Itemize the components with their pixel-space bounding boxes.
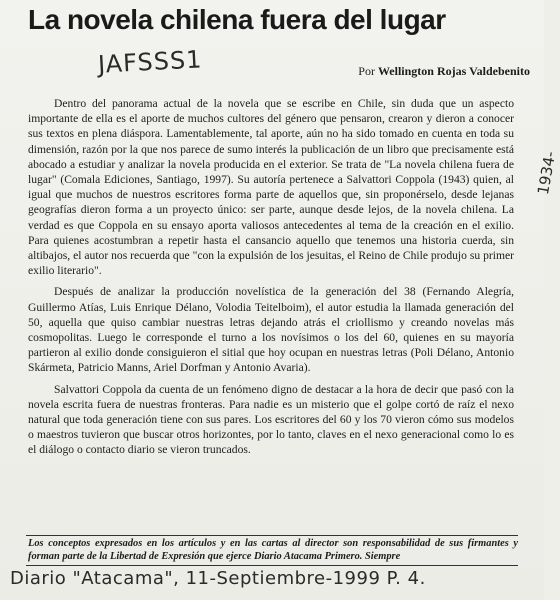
handwritten-catalog-id: JAFSSS1 bbox=[97, 45, 204, 79]
author-name: Wellington Rojas Valdebenito bbox=[377, 64, 530, 78]
handwritten-year: 1934- bbox=[534, 150, 560, 197]
article-title: La novela chilena fuera del lugar bbox=[28, 4, 446, 35]
disclaimer-footer: Los conceptos expresados en los artículos y en las cartas al director son responsabilidad de sus firmantes y forman parte de la Libertad de Expresión que ejerce Diario Atacama Primero. Siempre bbox=[28, 538, 518, 562]
paragraph-2: Después de analizar la producción novelística de la generación del 38 (Fernando Alegría, Guillermo Atías, Luis Enrique Délano, Volodia Teitelboim), el autor estudia la llamada generación del 50, aquella que quiso cambiar nuestras letras dejando atrás el criollismo y creando novelas más cosmopolitas. Luego le corresponde el turno a los novísimos o los del 60, quienes en su mayoría partieron al exilio donde consiguieron el sitial que hoy ocupan en nuestras letras (Poli Délano, Antonio Skármeta, Patricio Manns, Ariel Dorfman y Antonio Avaria). bbox=[28, 285, 514, 375]
divider-bottom bbox=[26, 565, 518, 566]
divider-top bbox=[26, 535, 518, 536]
paragraph-1: Dentro del panorama actual de la novela que se escribe en Chile, sin duda que un aspecto importante de ella es el aporte de muchos cultores del género que pensaron, crearon y dieron a conocer sus textos en plena diáspora. Lamentablemente, tal aporte, aún no ha sido tomado en cuenta en toda su dimensión, razón por la que nos parece de sumo interés la publicación de un libro que precisamente está abocado a estudiar y analizar la novela producida en el exterior. Se trata de "La novela chilena fuera de lugar" (Comala Ediciones, Santiago, 1997). Su autoría pertenece a Salvattori Coppola (1943) quien, al igual que muchos de nuestros escritores forma parte de aquellos que, sin proponérselo, desde lejanas geografías dieron forma a un proyecto único: ser parte, aunque desde lejos, de la novela chilena. La verdad es que Coppola en su ensayo aporta valiosos antecedentes al tema de la creación en el exilio. Para quienes acostumbran a repetir hasta el cansancio aquello que tenemos una historia cuerda, sin altibajos, el autor nos recuerda que "con la expulsión de los jesuitas, el Reino de Chile produjo su primer exilio literario". bbox=[28, 97, 514, 278]
byline-prefix: Por bbox=[358, 64, 375, 78]
handwritten-source-note: Diario "Atacama", 11-Septiembre-1999 P. 4. bbox=[10, 568, 426, 589]
article-body bbox=[28, 96, 514, 464]
paragraph-3: Salvattori Coppola da cuenta de un fenómeno digno de destacar a la hora de decir que pasó con la novela escrita fuera de nuestras fronteras. Para nadie es un misterio que el golpe cortó de raíz el nexo natural que toda generación tiene con sus pares. Los escritores del 60 y los 70 vieron cómo sus modelos o maestros tuvieron que buscar otros horizontes, por lo tanto, claves en el nexo generacional como lo es el diálogo o contacto diario se vieron truncados. bbox=[28, 382, 514, 457]
byline bbox=[358, 64, 530, 79]
